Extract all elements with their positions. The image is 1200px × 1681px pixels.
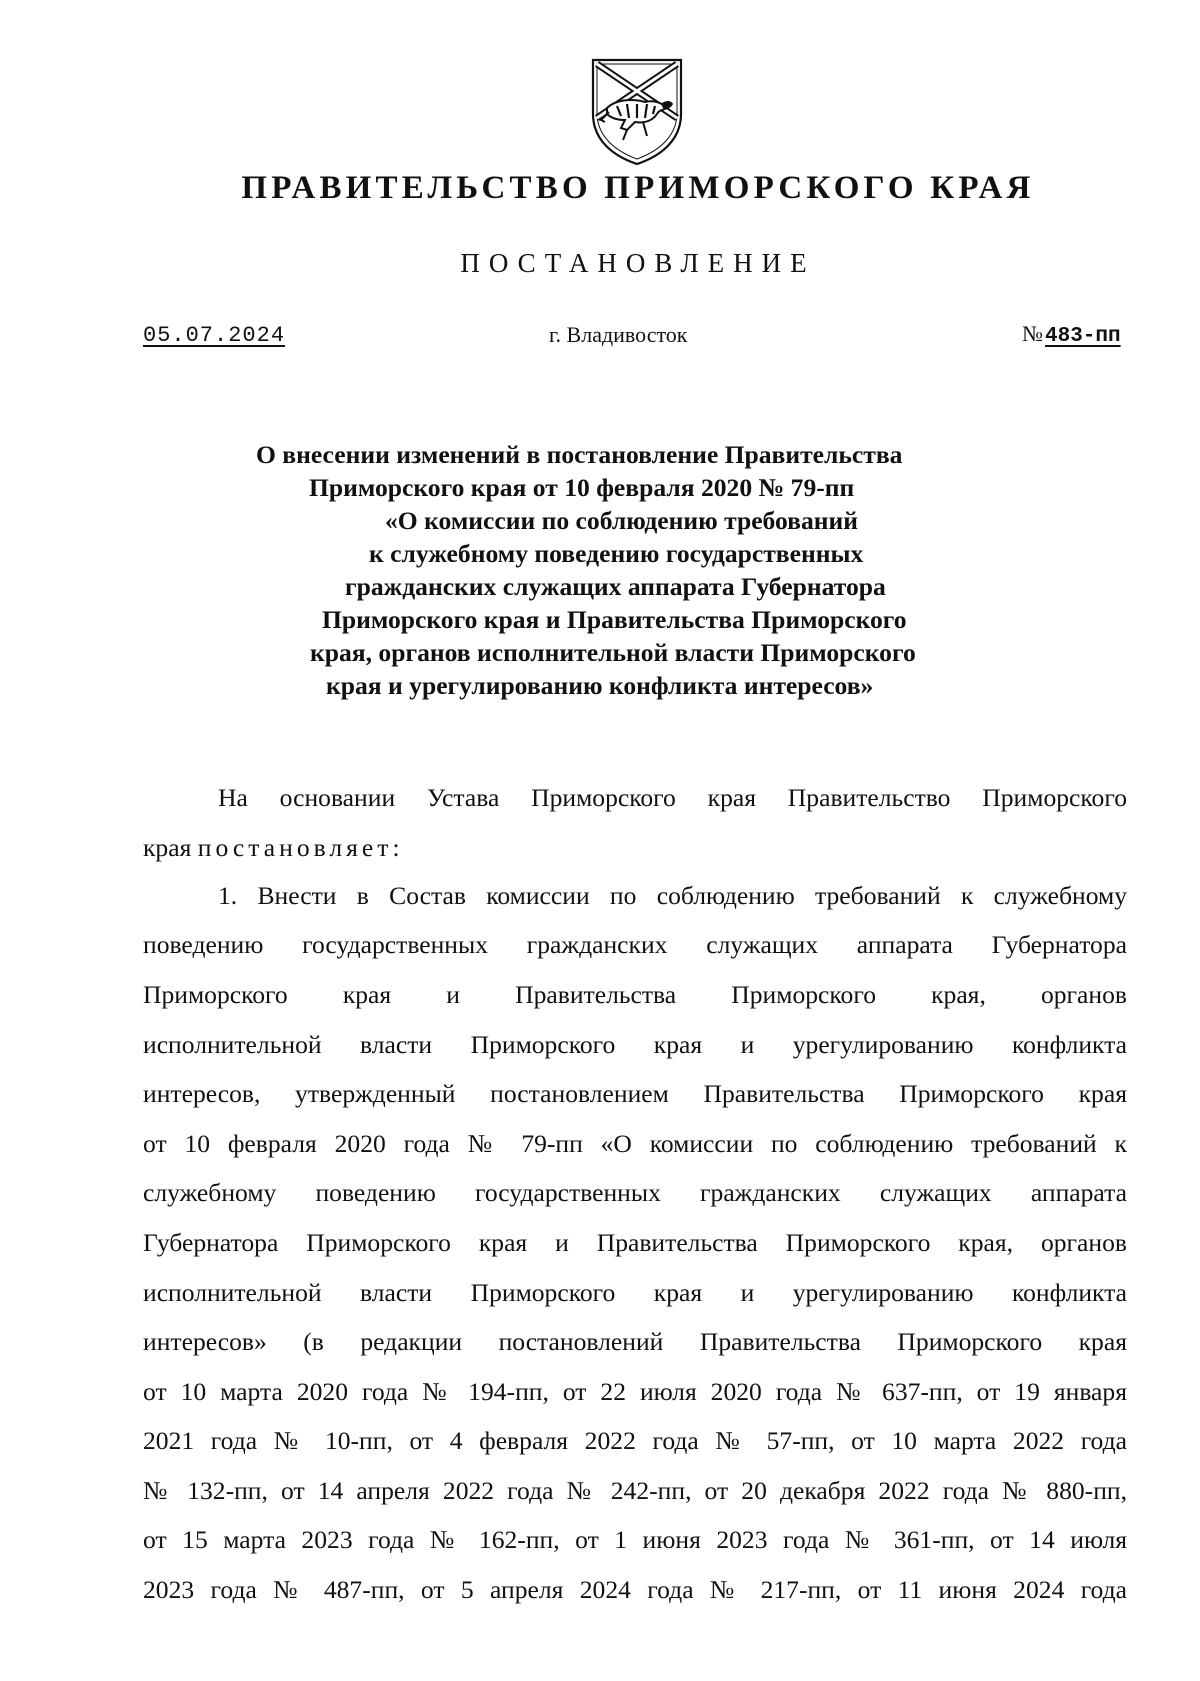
subject-line: края и урегулированию конфликта интересов» xyxy=(326,671,874,700)
subject-line: «О комиссии по соблюдению требований xyxy=(385,506,859,535)
subject-line: Приморского края и Правительства Приморского xyxy=(322,605,907,634)
paragraph-line: служебному поведению государственных гражданских служащих аппарата xyxy=(143,1178,1127,1207)
subject-line: гражданских служащих аппарата Губернатора xyxy=(345,572,886,601)
paragraph-line: исполнительной власти Приморского края и урегулированию конфликта xyxy=(143,1278,1127,1307)
preamble-decree-word: постановляет: xyxy=(197,833,404,862)
number-value: 483-пп xyxy=(1045,325,1121,348)
paragraph-line: 2021 года № 10-пп, от 4 февраля 2022 года № 57-пп, от 10 марта 2022 года xyxy=(143,1426,1127,1455)
paragraph-line: интересов, утвержденный постановлением Правительства Приморского края xyxy=(143,1079,1127,1108)
paragraph-line: Губернатора Приморского края и Правительства Приморского края, органов xyxy=(143,1228,1127,1257)
subject-line: края, органов исполнительной власти Приморского xyxy=(310,638,916,667)
organization-title: ПРАВИТЕЛЬСТВО ПРИМОРСКОГО КРАЯ xyxy=(241,170,1035,206)
subject-line: Приморского края от 10 февраля 2020 № 79-пп xyxy=(309,473,855,502)
paragraph-line: 1. Внести в Состав комиссии по соблюдению требований к служебному xyxy=(218,881,1127,910)
paragraph-line: поведению государственных гражданских служащих аппарата Губернатора xyxy=(143,930,1127,959)
paragraph-line: 2023 года № 487-пп, от 5 апреля 2024 года № 217-пп, от 11 июня 2024 года xyxy=(143,1575,1127,1604)
paragraph-line: от 10 марта 2020 года № 194-пп, от 22 июля 2020 года № 637-пп, от 19 января xyxy=(143,1377,1127,1406)
preamble-line: На основании Устава Приморского края Правительство Приморского xyxy=(218,783,1127,812)
number-sign: № xyxy=(1022,321,1043,346)
document-date: 05.07.2024 xyxy=(143,323,286,348)
paragraph-line: Приморского края и Правительства Приморского края, органов xyxy=(143,980,1127,1009)
preamble-line xyxy=(143,833,404,863)
primorsky-krai-coat-of-arms-icon xyxy=(587,56,687,168)
subject-line: О внесении изменений в постановление Правительства xyxy=(256,440,903,469)
paragraph-line: исполнительной власти Приморского края и урегулированию конфликта xyxy=(143,1030,1127,1059)
paragraph-line: от 10 февраля 2020 года № 79-пп «О комиссии по соблюдению требований к xyxy=(143,1129,1127,1158)
document-type: ПОСТАНОВЛЕНИЕ xyxy=(460,248,816,278)
paragraph-line: от 15 марта 2023 года № 162-пп, от 1 июня 2023 года № 361-пп, от 14 июля xyxy=(143,1525,1127,1554)
document-city: г. Владивосток xyxy=(549,322,688,347)
preamble-start: края xyxy=(143,833,192,862)
paragraph-line: интересов» (в редакции постановлений Правительства Приморского края xyxy=(143,1327,1127,1356)
document-number xyxy=(1022,321,1121,348)
subject-line: к служебному поведению государственных xyxy=(369,539,864,568)
paragraph-line: № 132-пп, от 14 апреля 2022 года № 242-пп, от 20 декабря 2022 года № 880-пп, xyxy=(143,1476,1127,1505)
